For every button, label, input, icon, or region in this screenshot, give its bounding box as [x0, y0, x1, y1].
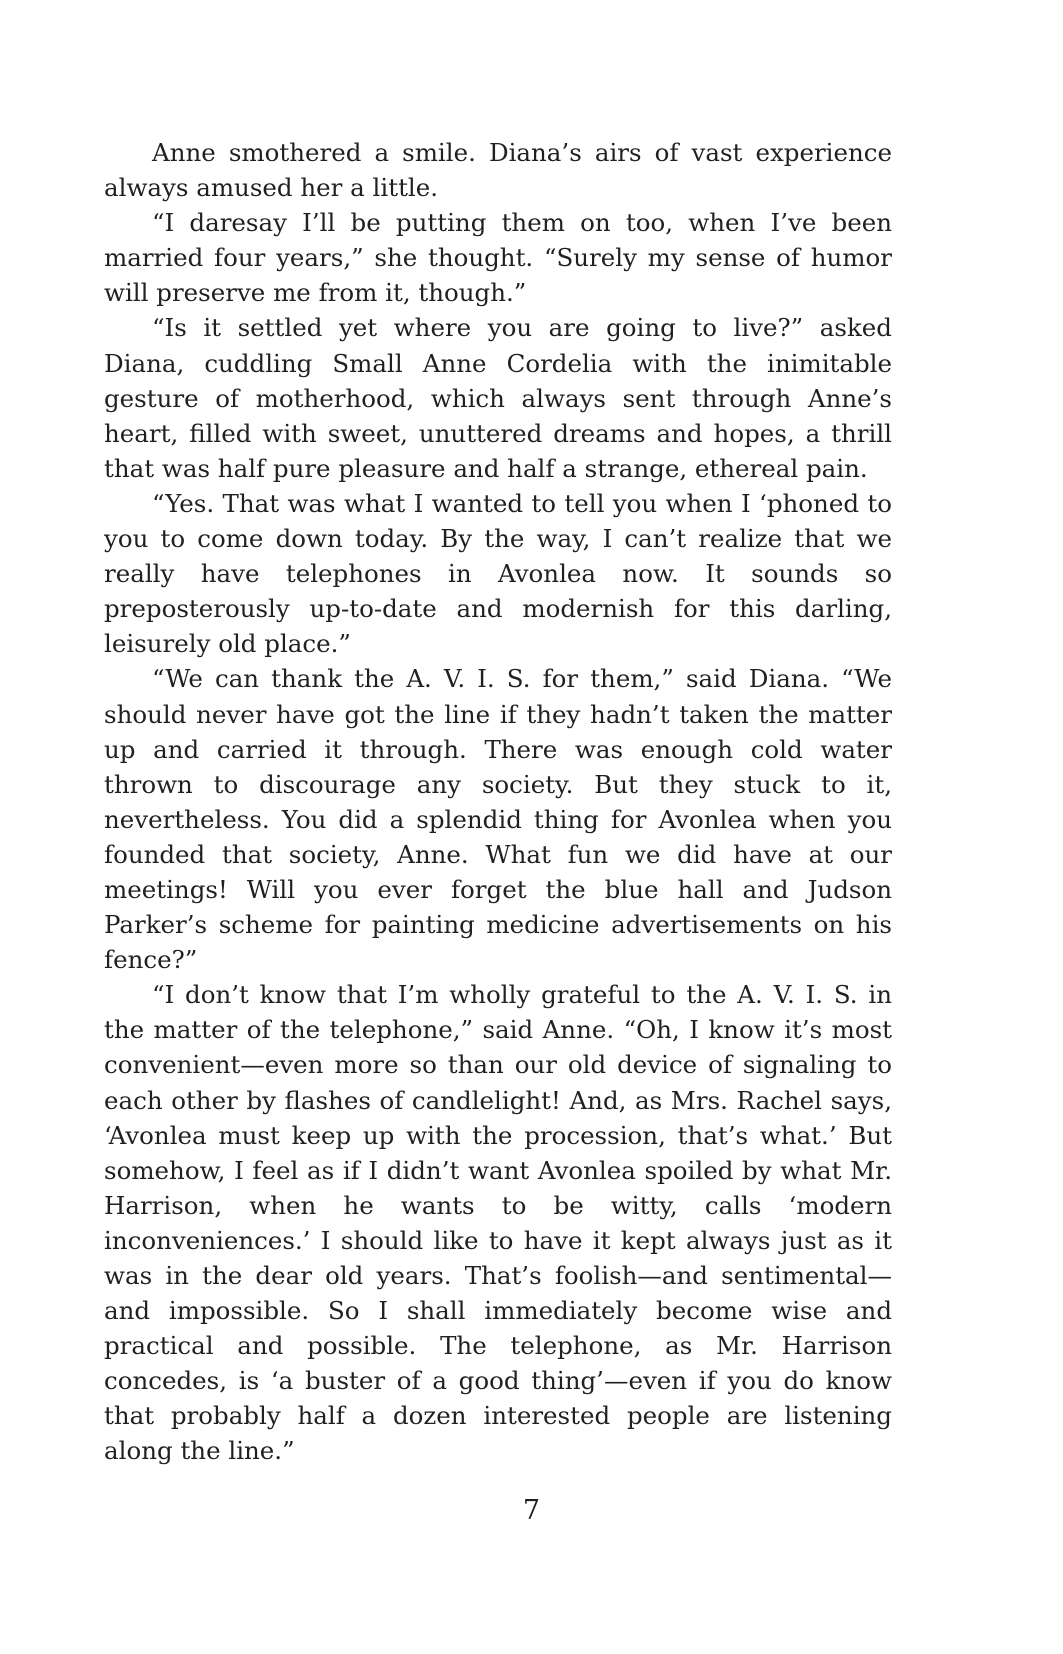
paragraph-5: “We can thank the A. V. I. S. for them,” said Diana. “We should never have got the line if they hadn’t taken the matter up and carried it through. There was enough cold water thrown to discourage any society. But they stuck to it, nevertheless. You did a splendid thing for Avonlea when you founded that society, Anne. What fun we did have at our meetings! Will you ever forget the blue hall and Judson Parker’s scheme for painting medicine advertisements on his fence?” — [104, 664, 892, 975]
body-text — [104, 135, 892, 1469]
paragraph-4: “Yes. That was what I wanted to tell you when I ‘phoned to you to come down today. By the way, I can’t realize that we really have telephones in Avonlea now. It sounds so preposterously up-to-date and modernish for this darling, leisurely old place.” — [104, 488, 892, 659]
paragraph-6: “I don’t know that I’m wholly grateful to the A. V. I. S. in the matter of the telephone,” said Anne. “Oh, I know it’s most convenient—even more so than our old device of signaling to each other by flashes of candlelight! And, as Mrs. Rachel says, ‘Avonlea must keep up with the procession, that’s what.’ But somehow, I feel as if I didn’t want Avonlea spoiled by what Mr. Harrison, when he wants to be witty, calls ‘modern inconveniences.’ I should like to have it kept always just as it was in the dear old years. That’s foolish—and sentimental—and impossible. So I shall immediately become wise and practical and possible. The telephone, as Mr. Harrison concedes, is ‘a buster of a good thing’—even if you do know that probably half a dozen interested people are listening along the line.” — [104, 980, 892, 1466]
page-number: 7 — [522, 1495, 541, 1526]
paragraph-2: “I daresay I’ll be putting them on too, when I’ve been married four years,” she thought. “Surely my sense of humor will preserve me from it, though.” — [104, 208, 892, 308]
paragraph-3: “Is it settled yet where you are going to live?” asked Diana, cuddling Small Anne Cordelia with the inimitable gesture of motherhood, which always sent through Anne’s heart, filled with sweet, unuttered dreams and hopes, a thrill that was half pure pleasure and half a strange, ethereal pain. — [104, 313, 892, 483]
paragraph-1: Anne smothered a smile. Diana’s airs of vast experience always amused her a little. — [104, 138, 892, 203]
